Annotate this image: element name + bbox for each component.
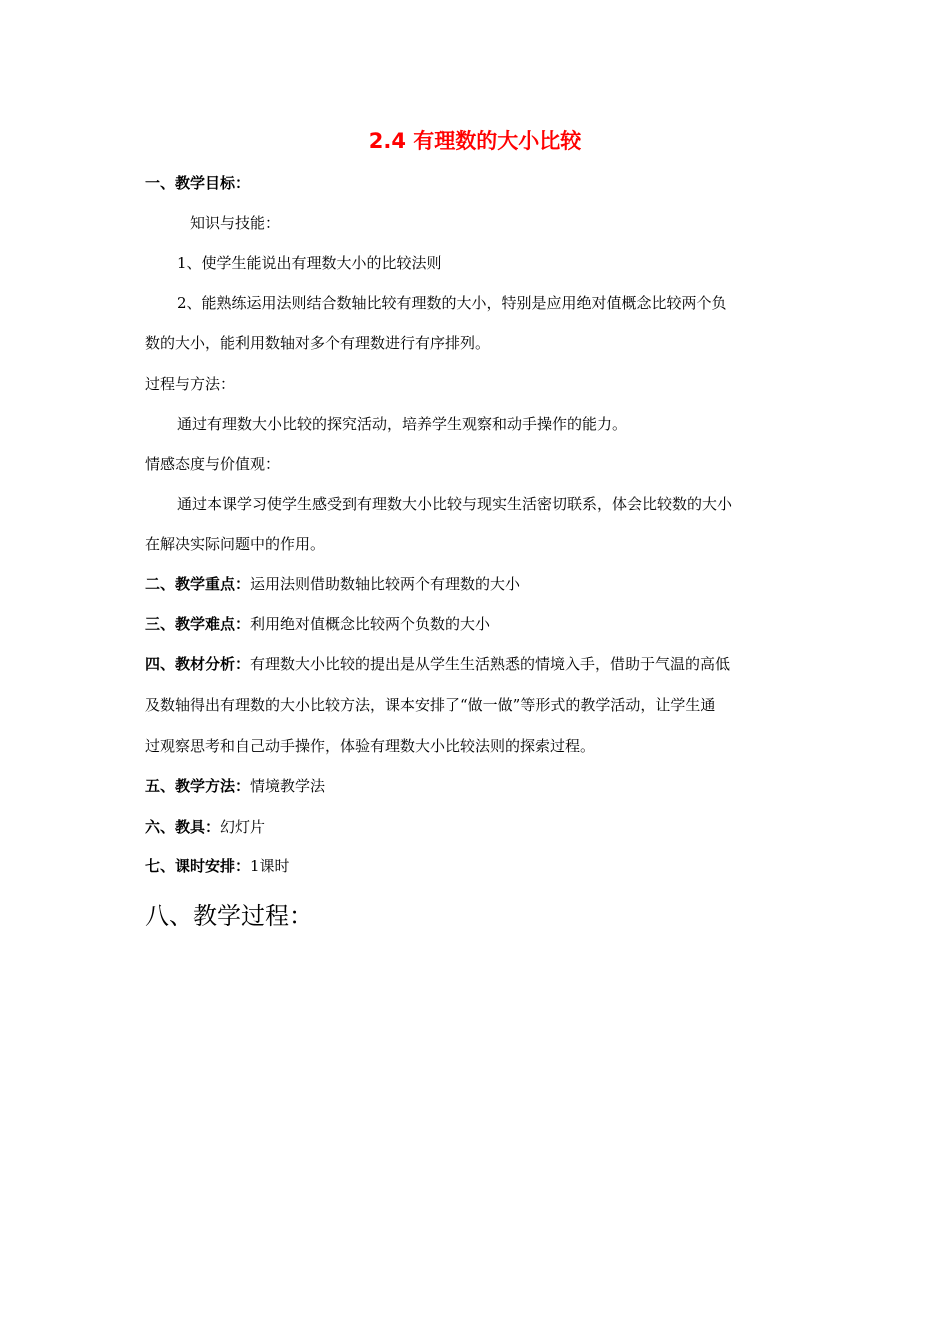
method-text: 情境教学法 [250,777,326,795]
process-method-heading: 过程与方法： [145,375,236,393]
method-label: 五、教学方法： [145,777,251,795]
process-method-text: 通过有理数大小比较的探究活动，培养学生观察和动手操作的能力。 [177,415,628,433]
tools-label: 六、教具： [145,818,221,836]
difficulties-label: 三、教学难点： [145,615,251,633]
emotion-text-line-1: 通过本课学习使学生感受到有理数大小比较与现实生活密切联系，体会比较数的大小 [177,495,733,513]
key-points-text: 运用法则借助数轴比较两个有理数的大小 [250,575,521,593]
schedule [145,854,805,878]
teaching-method [145,774,805,798]
emotion-text-line-2: 在解决实际问题中的作用。 [145,535,326,553]
objective-item-2-line-2: 数的大小，能利用数轴对多个有理数进行有序排列。 [145,334,491,352]
objectives-heading: 一、教学目标： [145,174,251,192]
difficulties [145,612,805,636]
teaching-process-heading: 八、教学过程： [145,902,313,930]
schedule-text: 1课时 [250,857,290,875]
knowledge-heading: 知识与技能： [190,214,281,232]
material-text-1: 有理数大小比较的提出是从学生生活熟悉的情境入手，借助于气温的高低 [250,655,731,673]
material-analysis-line-1 [145,652,805,676]
teaching-tools [145,815,805,839]
key-points [145,572,805,596]
key-points-label: 二、教学重点： [145,575,251,593]
material-analysis-line-3: 过观察思考和自己动手操作，体验有理数大小比较法则的探索过程。 [145,737,596,755]
material-label: 四、教材分析： [145,655,251,673]
emotion-heading: 情感态度与价值观： [145,455,281,473]
objective-item-2-line-1: 2、能熟练运用法则结合数轴比较有理数的大小，特别是应用绝对值概念比较两个负 [177,294,727,312]
material-analysis-line-2: 及数轴得出有理数的大小比较方法，课本安排了“做一做”等形式的教学活动，让学生通 [145,696,716,714]
tools-text: 幻灯片 [220,818,266,836]
objective-item-1: 1、使学生能说出有理数大小的比较法则 [177,254,442,272]
page-title: 2.4 有理数的大小比较 [368,129,582,153]
schedule-label: 七、课时安排： [145,857,251,875]
difficulties-text: 利用绝对值概念比较两个负数的大小 [250,615,491,633]
